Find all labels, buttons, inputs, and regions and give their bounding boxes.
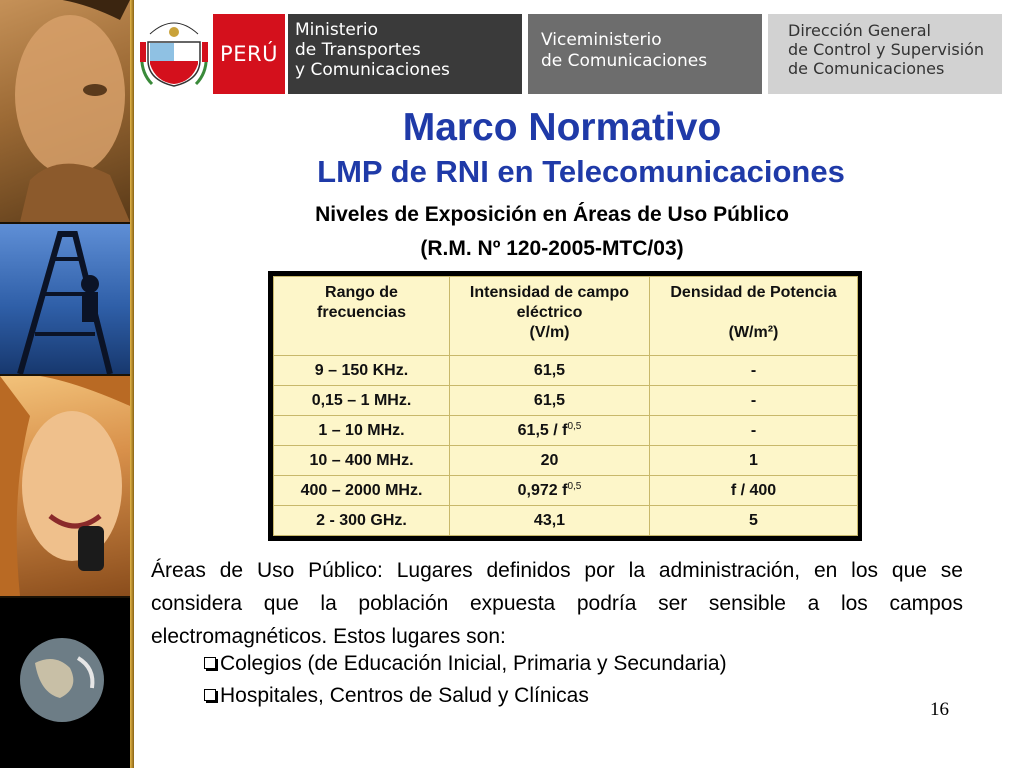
table-row [274, 416, 858, 446]
vice-ministry-line: de Comunicaciones [541, 51, 708, 71]
direction-box [768, 14, 1002, 94]
table-row [274, 476, 858, 506]
peru-label: PERÚ [220, 42, 278, 66]
frequency-range-cell: 0,15 – 1 MHz. [274, 386, 450, 416]
bullet-item [204, 684, 589, 708]
power-density-cell: 1 [650, 446, 858, 476]
national-shield-logo [140, 12, 208, 90]
table-row [274, 446, 858, 476]
exposure-limits-table [273, 276, 858, 536]
power-density-cell: - [650, 386, 858, 416]
frequency-range-cell: 10 – 400 MHz. [274, 446, 450, 476]
field-strength-cell: $61,5 / f^{0,5}$ [450, 416, 650, 446]
column-header: Densidad de Potencia (W/m²) [650, 277, 858, 356]
frequency-range-cell: 9 – 150 KHz. [274, 356, 450, 386]
earth-photo [0, 598, 130, 768]
checkbox-bullet-icon [204, 689, 216, 701]
table-row [274, 506, 858, 536]
bullet-text: Colegios (de Educación Inicial, Primaria y Secundaria) [220, 652, 727, 675]
ministry-line: de Transportes [295, 40, 421, 60]
power-density-cell: 5 [650, 506, 858, 536]
field-strength-cell: 61,5 [450, 356, 650, 386]
table-header-row [274, 277, 858, 356]
ministry-box [288, 14, 522, 94]
field-strength-cell: 43,1 [450, 506, 650, 536]
bullet-item [204, 652, 727, 676]
vice-ministry-line: Viceministerio [541, 30, 662, 50]
direction-line: Dirección General [788, 21, 931, 40]
direction-line: de Control y Supervisión [788, 40, 985, 59]
bullet-text: Hospitales, Centros de Salud y Clínicas [220, 684, 589, 707]
peru-brand-box [213, 14, 285, 94]
field-strength-cell: 61,5 [450, 386, 650, 416]
regulation-reference: (R.M. Nº 120-2005-MTC/03) [420, 237, 684, 260]
table-heading: Niveles de Exposición en Áreas de Uso Público [315, 203, 789, 226]
slide-subtitle: LMP de RNI en Telecomunicaciones [317, 154, 845, 189]
power-density-cell: - [650, 356, 858, 386]
ministry-line: Ministerio [295, 20, 378, 40]
woman-phone-photo [0, 376, 130, 596]
frequency-range-cell: 1 – 10 MHz. [274, 416, 450, 446]
checkbox-bullet-icon [204, 657, 216, 669]
slide-title: Marco Normativo [402, 106, 722, 149]
frequency-range-cell: 400 – 2000 MHz. [274, 476, 450, 506]
table-row [274, 386, 858, 416]
field-strength-cell: 0,972 $f^{0,5}$ [450, 476, 650, 506]
limits-table-frame [268, 271, 862, 541]
power-density-cell: - [650, 416, 858, 446]
column-header: Intensidad de campo eléctrico (V/m) [450, 277, 650, 356]
public-areas-paragraph: Áreas de Uso Público: Lugares definidos por la administración, en los que se considera que la población expuesta podría ser sensible a los campos electromagnéticos. Estos lugares son: [151, 559, 963, 648]
table-row [274, 356, 858, 386]
power-density-cell: f / 400 [650, 476, 858, 506]
column-header: Rango de frecuencias [274, 277, 450, 356]
direction-line: de Comunicaciones [788, 59, 945, 78]
page-number: 16 [930, 699, 949, 720]
frequency-range-cell: 2 - 300 GHz. [274, 506, 450, 536]
vice-ministry-box [528, 14, 762, 94]
field-strength-cell: 20 [450, 446, 650, 476]
ministry-line: y Comunicaciones [295, 60, 450, 80]
